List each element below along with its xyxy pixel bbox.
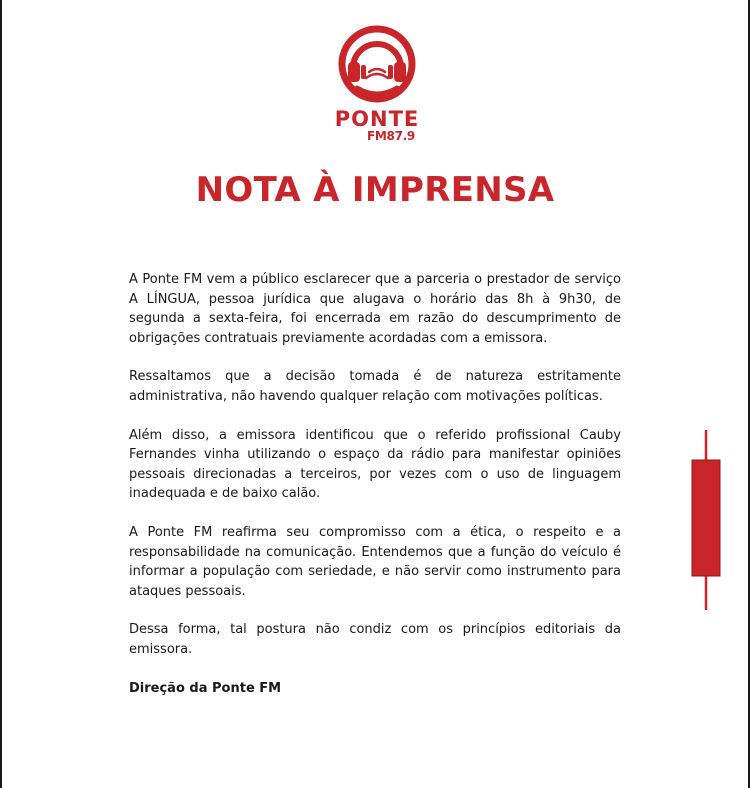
paragraph-3: Além disso, a emissora identificou que o referido profissional Cauby Fernandes vinha utilizando o espaço da rádio para manifestar opiniões pessoais direcionadas a terceiros, por vezes com o uso de linguagem inadequada e de baixo calão. (129, 427, 621, 502)
press-release-body (129, 270, 621, 717)
paragraph-1: A Ponte FM vem a público esclarecer que a parceria o prestador de serviço A LÍNGUA, pessoa jurídica que alugava o horário das 8h à 9h30, de segunda a sexta-feira, foi encerrada em razão do descumprimento de obrigações contratuais previamente acordadas com a emissora. (129, 272, 621, 346)
left-border (0, 0, 2, 788)
signature: Direção da Ponte FM (129, 680, 282, 696)
paragraph-2: Ressaltamos que a decisão tomada é de natureza estritamente administrativa, não havendo qualquer relação com motivações políticas. (129, 369, 621, 404)
paragraph-5: Dessa forma, tal postura não condiz com os princípios editoriais da emissora. (129, 622, 621, 657)
paragraph-4: A Ponte FM reafirma seu compromisso com a ética, o respeito e a responsabilidade na comunicação. Entendemos que a função do veículo é informar a população com seriedade, e não servir como instrumento para ataques pessoais. (129, 524, 621, 599)
logo-brand-name: PONTE (334, 107, 420, 131)
logo-frequency: FM87.9 (367, 129, 415, 143)
headphones-logo-icon (335, 22, 419, 106)
ponte-fm-logo (312, 22, 442, 162)
press-release-title: NOTA À IMPRENSA (195, 170, 555, 210)
candlestick-icon (690, 430, 722, 610)
